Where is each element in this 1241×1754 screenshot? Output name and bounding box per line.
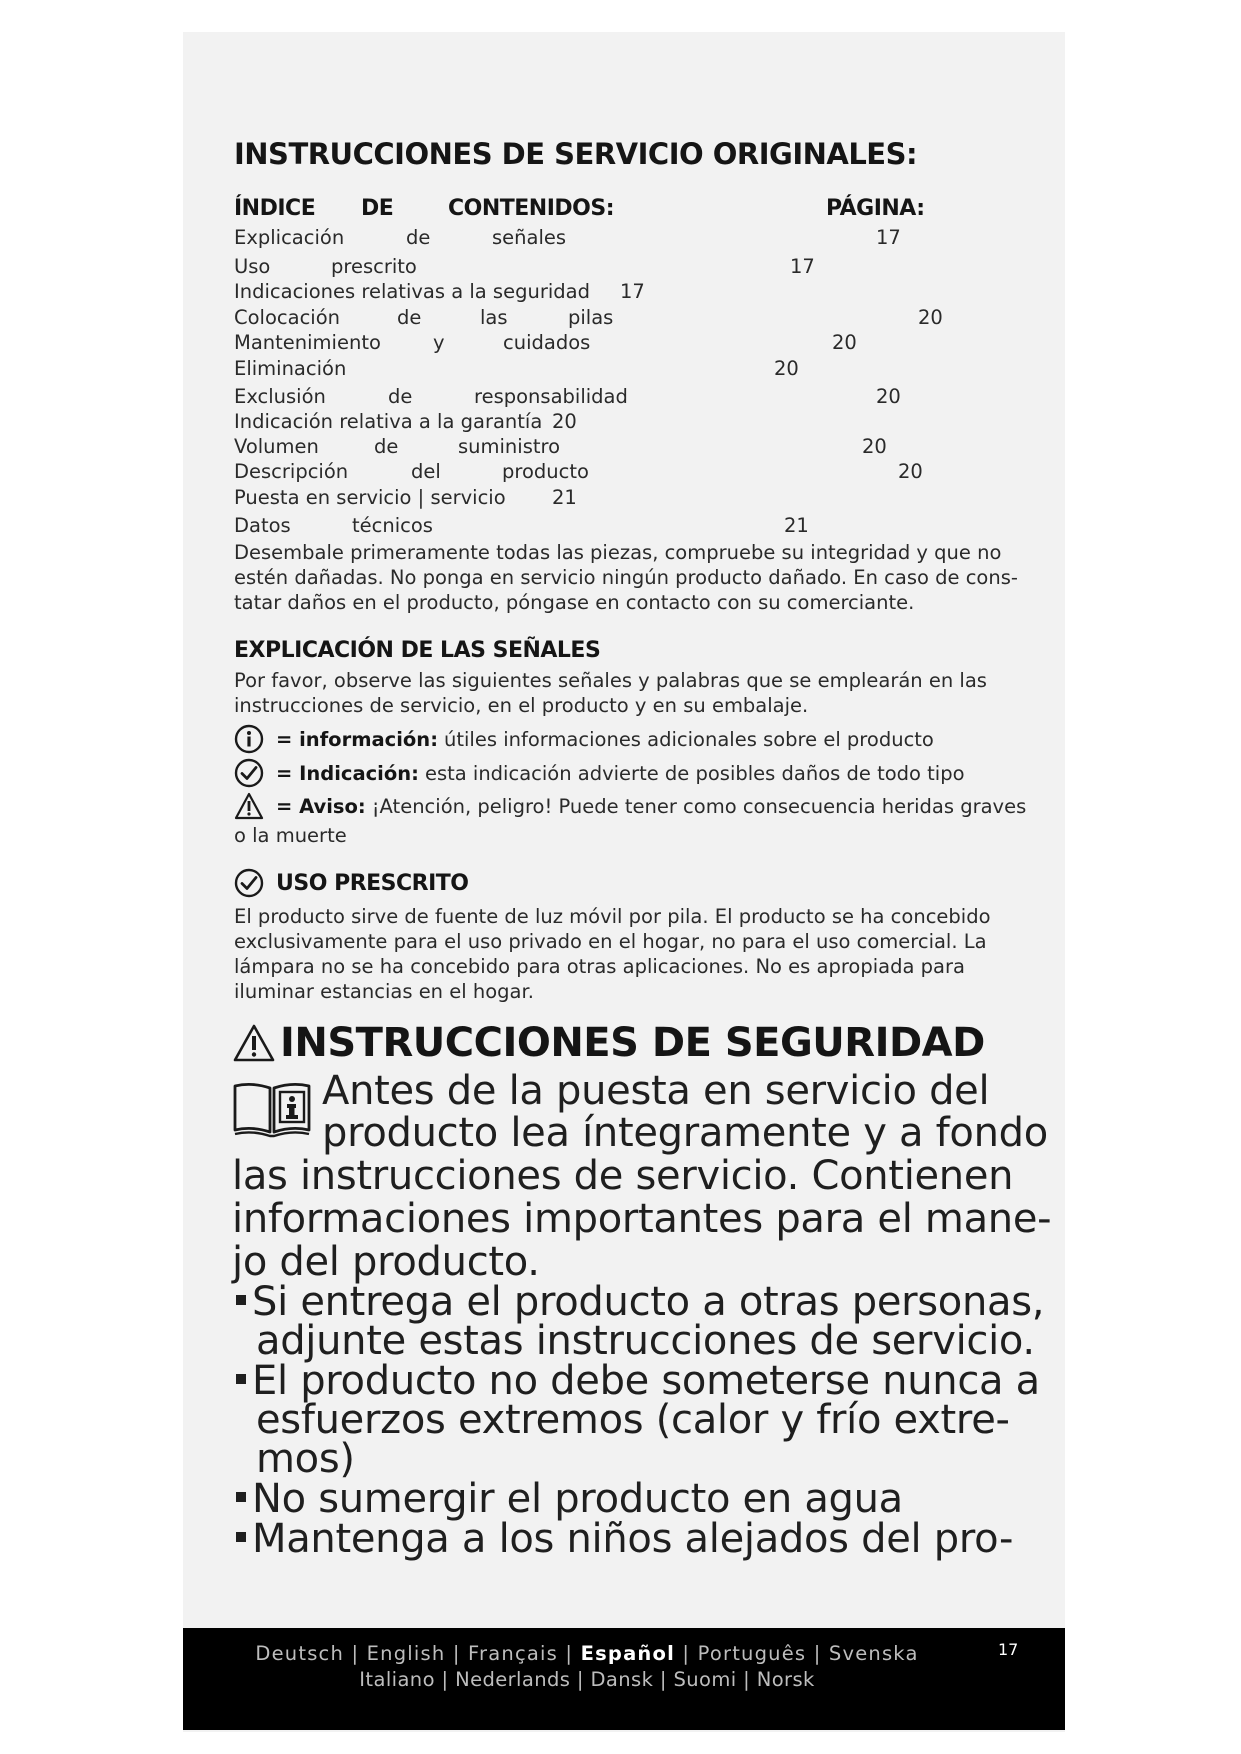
bullet-line: esfuerzos extremos (calor y frío extre-: [256, 1397, 1010, 1443]
legend-text: útiles informaciones adicionales sobre el producto: [444, 727, 934, 751]
signals-line: Por favor, observe las siguientes señales y palabras que se emplearán en las: [234, 669, 987, 692]
legend-label: = Indicación:: [276, 761, 419, 785]
legend-text: esta indicación advierte de posibles daños de todo tipo: [424, 761, 965, 785]
legend-indicacion: [234, 758, 965, 788]
toc-entry-page: 20: [832, 331, 857, 354]
uso-heading-row: [234, 868, 469, 898]
signals-paragraph: [234, 668, 1034, 718]
check-circle-icon: [234, 758, 264, 788]
list-item: [236, 1476, 903, 1522]
legend-label: = información:: [276, 727, 438, 751]
toc-entry-text: Indicaciones relativas a la seguridad: [234, 280, 590, 303]
toc-entry-text: Explicación: [234, 226, 345, 249]
toc-entry-text: Indicación relativa a la garantía: [234, 410, 543, 433]
toc-entry-page: 20: [898, 460, 923, 483]
toc-entry-page: 17: [620, 280, 645, 303]
toc-entry-text: señales: [492, 226, 567, 249]
toc-entry-text: las: [480, 306, 508, 329]
page-number: 17: [998, 1640, 1019, 1659]
list-item: [236, 1358, 1040, 1482]
legend-aviso: [234, 792, 1026, 820]
toc-entry-page: 20: [862, 435, 887, 458]
uso-heading: USO PRESCRITO: [276, 870, 469, 896]
safety-intro-line: Antes de la puesta en servicio del: [322, 1068, 990, 1114]
bullet-square: [236, 1374, 246, 1384]
signals-line: instrucciones de servicio, en el producto y en su embalaje.: [234, 694, 809, 717]
toc-entry-text: suministro: [458, 435, 561, 458]
intro-line: tatar daños en el producto, póngase en contacto con su comerciante.: [234, 591, 915, 614]
language-link[interactable]: Norsk: [756, 1668, 815, 1691]
toc-entry-text: de: [397, 306, 422, 329]
language-link[interactable]: English: [366, 1642, 446, 1665]
toc-entry-page: 20: [876, 385, 901, 408]
safety-intro-line: informaciones importantes para el mane-: [232, 1196, 1052, 1242]
bullet-line: mos): [256, 1436, 355, 1482]
toc-entry-page: 20: [552, 410, 577, 433]
intro-line: estén dañadas. No ponga en servicio ningún producto dañado. En caso de cons-: [234, 566, 1018, 589]
language-link[interactable]: Suomi: [673, 1668, 737, 1691]
intro-line: Desembale primeramente todas las piezas, compruebe su integridad y que no: [234, 541, 1002, 564]
language-link[interactable]: Português: [697, 1642, 807, 1665]
toc-entry-text: responsabilidad: [474, 385, 628, 408]
toc-entry-text: y: [433, 331, 445, 354]
list-item: [236, 1516, 1014, 1562]
toc-entry-text: de: [388, 385, 413, 408]
toc-entry-text: Datos: [234, 514, 291, 537]
toc-entry-text: Uso: [234, 255, 271, 278]
toc-entry-text: Exclusión: [234, 385, 326, 408]
warning-triangle-icon: [232, 1023, 276, 1063]
language-link[interactable]: Français: [468, 1642, 558, 1665]
toc-entry-text: del: [411, 460, 441, 483]
legend-label: = Aviso:: [276, 794, 366, 818]
read-manual-icon: [232, 1080, 312, 1140]
toc-entry-text: pilas: [568, 306, 614, 329]
uso-line: lámpara no se ha concebido para otras aplicaciones. No es apropiada para: [234, 955, 965, 978]
language-link-active[interactable]: Español: [580, 1642, 675, 1665]
toc-entry-text: de: [406, 226, 431, 249]
language-link[interactable]: Italiano: [359, 1668, 435, 1691]
bullet-line: No sumergir el producto en agua: [252, 1476, 903, 1522]
toc-entry-text: técnicos: [352, 514, 433, 537]
toc-entry-page: 21: [784, 514, 809, 537]
legend-aviso-continuation: o la muerte: [234, 824, 347, 847]
bullet-square: [236, 1532, 246, 1542]
warning-triangle-icon: [234, 792, 264, 820]
toc-entry-page: 17: [790, 255, 815, 278]
safety-heading: INSTRUCCIONES DE SEGURIDAD: [280, 1020, 985, 1066]
safety-intro-line: jo del producto.: [232, 1239, 540, 1285]
toc-entry-text: cuidados: [503, 331, 591, 354]
toc-heading-word: DE: [361, 196, 394, 221]
toc-page-label: PÁGINA:: [826, 196, 925, 221]
language-link[interactable]: Deutsch: [255, 1642, 345, 1665]
toc-entry-page: 21: [552, 486, 577, 509]
toc-entry-page: 17: [876, 226, 901, 249]
bullet-line: Mantenga a los niños alejados del pro-: [252, 1516, 1014, 1562]
toc-entry-text: Puesta en servicio | servicio: [234, 486, 506, 509]
toc-entry-page: 20: [918, 306, 943, 329]
uso-paragraph: [234, 904, 1034, 1004]
intro-paragraph: [234, 540, 1034, 615]
signals-heading: EXPLICACIÓN DE LAS SEÑALES: [234, 638, 601, 663]
bullet-square: [236, 1492, 246, 1502]
bullet-square: [236, 1295, 246, 1305]
info-circle-icon: [234, 724, 264, 754]
legend-info: [234, 724, 934, 754]
toc-entry-text: de: [374, 435, 399, 458]
uso-line: El producto sirve de fuente de luz móvil por pila. El producto se ha concebido: [234, 905, 991, 928]
toc-entry-text: Eliminación: [234, 357, 347, 380]
document-title: INSTRUCCIONES DE SERVICIO ORIGINALES:: [234, 137, 918, 171]
bullet-line: Si entrega el producto a otras personas,: [252, 1279, 1045, 1325]
uso-line: exclusivamente para el uso privado en el hogar, no para el uso comercial. La: [234, 930, 987, 953]
uso-line: iluminar estancias en el hogar.: [234, 980, 534, 1003]
language-line-1: Deutsch | English | Français | Español | Português | Svenska: [255, 1642, 919, 1665]
list-item: [236, 1279, 1045, 1364]
toc-entry-page: 20: [774, 357, 799, 380]
toc-entry-text: Volumen: [234, 435, 319, 458]
toc-entry-text: prescrito: [331, 255, 417, 278]
language-link[interactable]: Nederlands: [455, 1668, 571, 1691]
toc-entry-text: Mantenimiento: [234, 331, 381, 354]
toc-entry-text: Descripción: [234, 460, 349, 483]
toc-heading-word: ÍNDICE: [234, 196, 316, 221]
check-circle-icon: [234, 868, 264, 898]
language-link[interactable]: Svenska: [828, 1642, 919, 1665]
toc-entry-text: producto: [502, 460, 589, 483]
toc-entry-text: Colocación: [234, 306, 340, 329]
toc-heading-word: CONTENIDOS:: [448, 196, 614, 221]
language-link[interactable]: Dansk: [590, 1668, 654, 1691]
bullet-line: El producto no debe someterse nunca a: [252, 1358, 1040, 1404]
legend-text: ¡Atención, peligro! Puede tener como consecuencia heridas graves: [371, 794, 1027, 818]
language-line-2: Italiano | Nederlands | Dansk | Suomi | Norsk: [359, 1668, 815, 1691]
safety-intro-line: producto lea íntegramente y a fondo: [322, 1110, 1048, 1156]
language-footer: [183, 1628, 1065, 1730]
safety-intro-line: las instrucciones de servicio. Contienen: [232, 1153, 1014, 1199]
bullet-line: adjunte estas instrucciones de servicio.: [256, 1318, 1035, 1364]
